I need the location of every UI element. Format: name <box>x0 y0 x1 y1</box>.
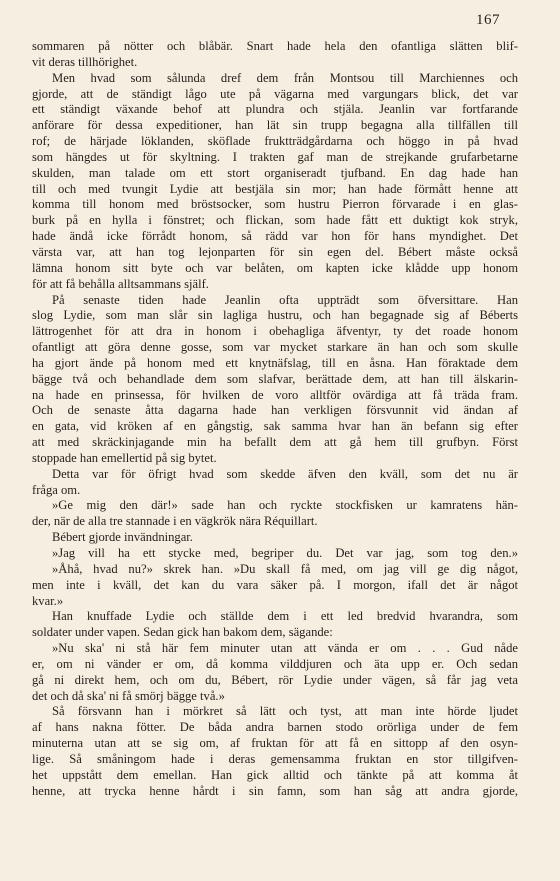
text-line: Bébert gjorde invändningar. <box>52 530 193 545</box>
page-number: 167 <box>476 12 500 28</box>
text-line: na hade en prinsessa, för hvilken de voro alltför ovärdiga att få träda fram. <box>32 387 518 402</box>
text-line: kvar.» <box>32 593 64 608</box>
text-line: ofantligt att göra denne gosse, som var mycket starkare än han och som skulle <box>32 340 518 355</box>
text-line: Detta var för öfrigt hvad som skedde äfven den kväll, som det nu är <box>52 466 518 481</box>
text-line: »Jag vill ha ett stycke med, begriper du. Det var jag, som tog den.» <box>52 546 518 560</box>
text-line: slog Lydie, som man slår sin lagliga hustru, och han begagnade sig af Béberts <box>32 308 518 323</box>
text-line: På senaste tiden hade Jeanlin ofta uppträdt som öfversittare. Han <box>52 292 518 307</box>
text-line: soldater under vapen. Sedan gick han bakom dem, sägande: <box>32 625 333 640</box>
text-line: anförare för dessa expeditioner, han lät sin trupp begagna alla tillfällen till <box>32 118 518 133</box>
text-line: hade ändå icke förrådt honom, så rädd var hon för hans myndighet. Det <box>32 229 518 244</box>
text-line: för att få behålla alltsammans själf. <box>32 276 209 291</box>
text-line: het uppstått dem emellan. Han gick alltid och tänkte på att komma åt <box>32 767 518 782</box>
text-line: värsta var, att han tog lejonparten för sin egen del. Bébert måste också <box>32 244 518 259</box>
text-line: det och då ska' ni få smörj bägge två.» <box>32 688 225 703</box>
text-line: »Åhå, hvad nu?» skrek han. »Du skall få med, om jag vill ge dig något, <box>52 561 518 576</box>
text-line: att med skräckinjagande min ha befallt dem att gå hem till grufbyn. Först <box>32 435 518 450</box>
text-line: er, om ni vänder er om, då komma vilddjuren och äta upp er. Och sedan <box>32 656 518 671</box>
text-line: fråga om. <box>32 482 81 497</box>
text-line: sommaren på nötter och blåbär. Snart hade hela den ofantliga slätten blif- <box>32 39 518 53</box>
text-line: Men hvad som sålunda dref dem från Montsou till Marchiennes och <box>52 70 518 85</box>
text-line: Och de senaste åtta dagarna hade han verkligen försvunnit vid ändan af <box>32 403 518 418</box>
text-line: lättrogenhet för att dra in honom i obehagliga äfventyr, ty det roade honom <box>32 324 518 339</box>
text-line: gjorde, att de ständigt lågo ute på vägarna med vargungars blick, det var <box>32 86 518 101</box>
text-line: »Nu ska' ni stå här fem minuter utan att vända er om . . . Gud nåde <box>52 641 518 656</box>
text-line: ett ständigt växande behof att plundra och stjäla. Jeanlin var fortfarande <box>32 102 518 117</box>
text-line: burk på en hylla i fönstret; och flickan, som hade fått ett duktigt kok stryk, <box>32 213 518 228</box>
text-line: lige. Så småningom hade i deras gemensamma fruktan en stor tillgifven- <box>32 751 518 766</box>
text-line: henne, att trycka henne hårdt i sin famn, som han såg att andra gjorde, <box>32 783 518 798</box>
text-line: vit deras tillhörighet. <box>32 54 138 69</box>
text-line: ha gjort ände på honom med ett knytnäfslag, till en åsna. Han föraktade dem <box>32 355 518 370</box>
text-line: komma till honom med bröstsocker, som hustru Pierron förvarade i en glas- <box>32 197 518 212</box>
text-line: Han knuffade Lydie och ställde dem i ett led bredvid hvarandra, som <box>52 609 518 624</box>
text-line: men inte i kväll, det kan du vara säker på. I morgon, ifall det är något <box>32 577 518 592</box>
text-line: stoppade han emellertid på sig bytet. <box>32 450 217 465</box>
text-line: skulden, man talade om ett stort organiseradt tjufband. En dag hade han <box>32 165 518 180</box>
body-text <box>32 39 518 800</box>
text-line: der, när de alla tre stannade i en vägkrök nära Réquillart. <box>32 514 318 529</box>
text-line: lämna honom sitt byte och var belåten, om kapten icke klådde upp honom <box>32 260 518 275</box>
text-line: till och med tvungit Lydie att bestjäla sin mor; han hade förmått henne att <box>32 181 518 196</box>
text-line: gå ni direkt hem, och om du, Bébert, rör Lydie under vägen, så får jag veta <box>32 672 518 687</box>
text-line: »Ge mig den där!» sade han och ryckte stockfisken ur kamratens hän- <box>52 498 518 513</box>
text-line: af hans nakna fötter. De båda andra barnen stodo orörliga under de fem <box>32 720 518 735</box>
text-line: bägge två och behandlade dem som slafvar, berättade dem, att han till älskarin- <box>32 371 518 386</box>
text-line: Så försvann han i mörkret så lätt och tyst, att man inte hörde ljudet <box>52 704 518 719</box>
text-line: rof; de härjade löklanden, sköflade fruktträdgårdarna och höggo in på hvad <box>32 134 518 149</box>
text-line: minuterna utan att se sig om, af fruktan för att få en sittopp af den osyn- <box>32 736 518 751</box>
text-line: en gata, vid kröken af en gångstig, sak samma hvar han än befann sig efter <box>32 419 518 434</box>
text-line: som hängdes ut för skyltning. I trakten gaf man de strejkande grufarbetarne <box>32 149 518 164</box>
